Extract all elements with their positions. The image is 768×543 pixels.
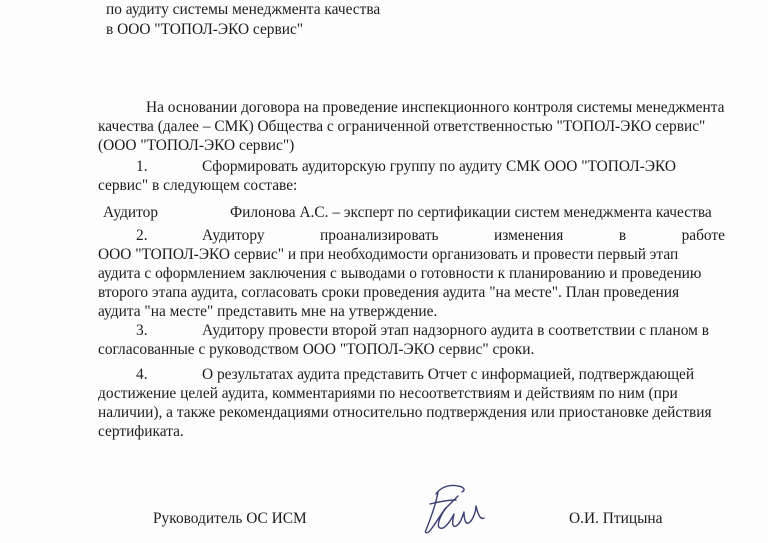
item-3-line-1: Аудитору провести второй этап надзорного аудита в соответствии с планом в xyxy=(202,322,710,339)
item-3-number: 3. xyxy=(136,322,148,339)
item-2-line-5: аудита "на месте" представить мне на утверждение. xyxy=(98,303,438,320)
item-4-line-3: наличии), а также рекомендациями относительно подтверждения или приостановке действия xyxy=(98,404,712,421)
item-4-number: 4. xyxy=(136,366,148,383)
auditor-role: Аудитор xyxy=(103,204,159,221)
item-2-line-1: Аудитору проанализировать изменения в работе xyxy=(202,227,725,244)
header-line-1: по аудиту системы менеджмента качества xyxy=(106,1,381,18)
intro-paragraph xyxy=(98,98,725,155)
intro-line-1: На основании договора на проведение инспекционного контроля системы менеджмента xyxy=(146,99,725,116)
item-1-number: 1. xyxy=(136,158,148,175)
auditor-person: Филонова А.С. – эксперт по сертификации систем менеджмента качества xyxy=(230,204,712,221)
item-2-line-3: аудита с оформлением заключения с выводами о готовности к планированию и проведению xyxy=(98,265,702,282)
item-1-line-2: сервис" в следующем составе: xyxy=(98,177,298,194)
item-3-line-2: согласованные с руководством ООО "ТОПОЛ-ЭКО сервис" сроки. xyxy=(98,341,535,358)
item-4-line-1: О результатах аудита представить Отчет с информацией, подтверждающей xyxy=(202,366,695,383)
handwritten-signature-icon xyxy=(418,480,498,538)
item-4-line-4: сертификата. xyxy=(98,423,184,440)
item-2-line-2: ООО "ТОПОЛ-ЭКО сервис" и при необходимости организовать и провести первый этап xyxy=(98,246,679,263)
item-4 xyxy=(98,365,725,441)
header-line-2: в ООО "ТОПОЛ-ЭКО сервис" xyxy=(106,21,304,38)
signatory-position: Руководитель ОС ИСМ xyxy=(153,510,307,527)
item-2-number: 2. xyxy=(136,227,148,244)
intro-line-2: качества (далее – СМК) Общества с ограниченной ответственностью "ТОПОЛ-ЭКО сервис" xyxy=(98,118,706,135)
item-1 xyxy=(98,157,725,195)
item-3 xyxy=(98,321,725,359)
item-4-line-2: достижение целей аудита, комментариями по несоответствиям и действиям по ним (при xyxy=(98,385,678,402)
signatory-name: О.И. Птицына xyxy=(569,510,663,527)
item-1-line-1: Сформировать аудиторскую группу по аудиту СМК ООО "ТОПОЛ-ЭКО xyxy=(202,158,676,175)
item-2-line-4: второго этапа аудита, согласовать сроки проведения аудита "на месте". План проведения xyxy=(98,284,680,301)
item-2 xyxy=(98,226,725,321)
intro-line-3: (ООО "ТОПОЛ-ЭКО сервис") xyxy=(98,137,295,154)
